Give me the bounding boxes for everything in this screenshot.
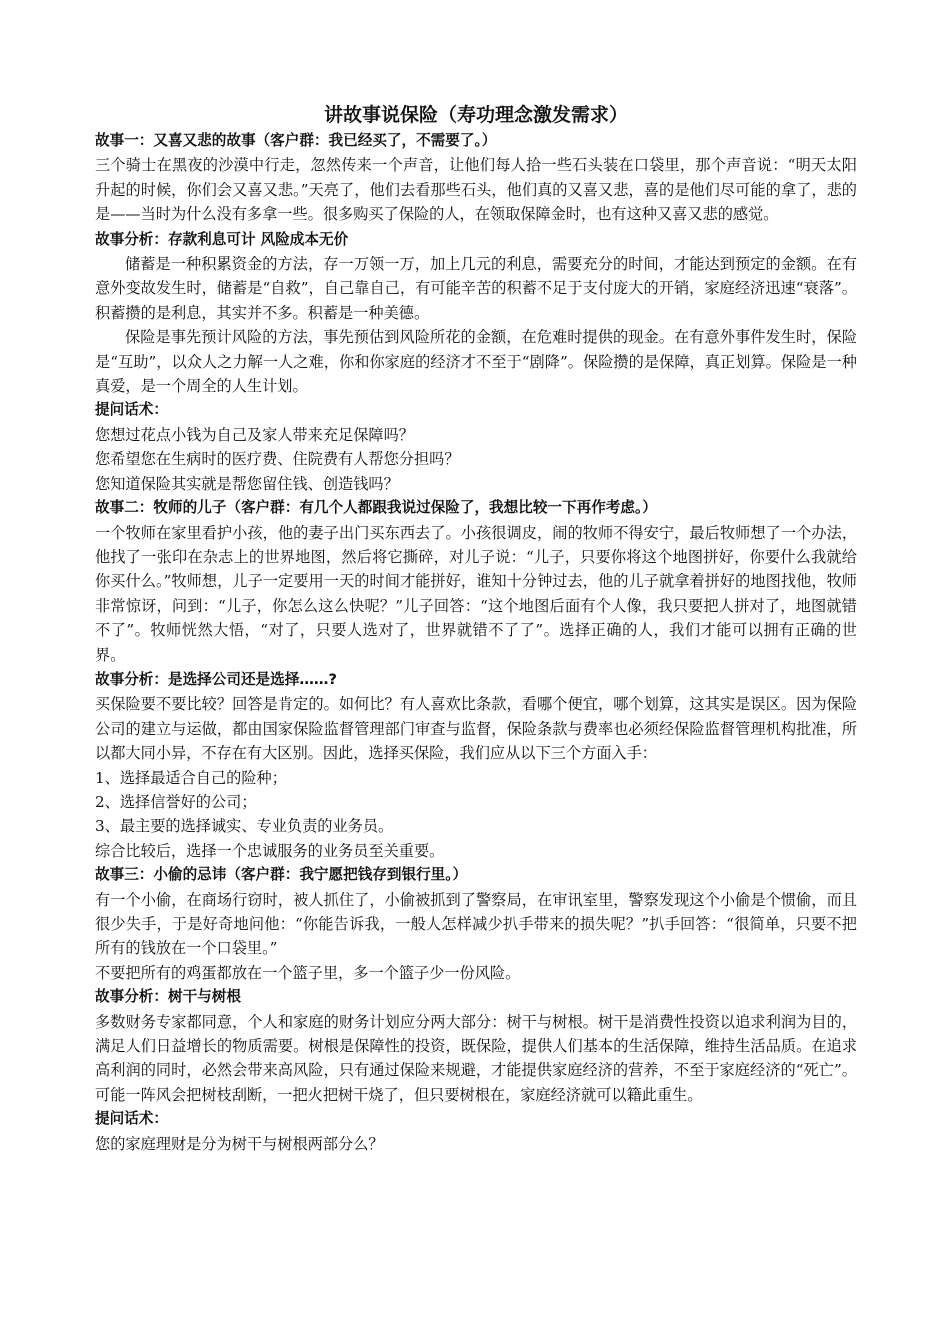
analysis2-heading: 故事分析：是选择公司还是选择……? — [95, 670, 337, 688]
question-line: 您想过花点小钱为自己及家人带来充足保障吗？ — [95, 425, 414, 444]
analysis1-paragraph-insurance: 保险是事先预计风险的方法，事先预估到风险所花的金额，在危难时提供的现金。在有意外事件发生时，保险是“互助”，以众人之力解一人之难，你和你家庭的经济才不至于“剧降”。保险攒的是保障，真正划算。保险是一种真爱，是一个周全的人生计划。 — [95, 328, 857, 396]
question-line: 您希望您在生病时的医疗费、住院费有人帮您分担吗？ — [95, 450, 460, 469]
list-item: 3、最主要的选择诚实、专业负责的业务员。 — [95, 817, 394, 836]
list-item: 2、选择信誉好的公司； — [95, 792, 257, 811]
document-title: 讲故事说保险（寿功理念激发需求） — [323, 104, 628, 126]
list-item: 1、选择最适合自己的险种； — [95, 768, 287, 787]
story2-body: 一个牧师在家里看护小孩，他的妻子出门买东西去了。小孩很调皮，闹的牧师不得安宁，最后牧师想了一个办法，他找了一张印在杂志上的世界地图，然后将它撕碎，对儿子说：“儿子，只要你将这个地图拼好，你要什么我就给你买什么。”牧师想，儿子一定要用一天的时间才能拼好，谁知十分钟过去，他的儿子就拿着拼好的地图找他，牧师非常惊讶，问到：“儿子，你怎么这么快呢？”儿子回答：“这个地图后面有个人像，我只要把人拼对了，地图就错不了”。牧师恍然大悟，“对了，只要人选对了，世界就错不了了”。选择正确的人，我们才能可以拥有正确的世界。 — [95, 523, 857, 664]
story3-body: 有一个小偷，在商场行窃时，被人抓住了，小偷被抓到了警察局，在审讯室里，警察发现这个小偷是个惯偷，而且很少失手，于是好奇地问他：“你能告诉我，一般人怎样减少扒手带来的损失呢？”扒手回答：“很简单，只要不把所有的钱放在一个口袋里。” — [95, 890, 857, 958]
questions1-heading: 提问话术： — [95, 401, 168, 419]
questions2-heading: 提问话术： — [95, 1110, 168, 1128]
analysis2-body: 买保险要不要比较？回答是肯定的。如何比？有人喜欢比条款，看哪个便宜，哪个划算，这其实是误区。因为保险公司的建立与运做，都由国家保险监督管理部门审查与监督，保险条款与费率也必须经保险监督管理机构批准，所以都大同小异，不存在有大区别。因此，选择买保险，我们应从以下三个方面入手： — [95, 695, 857, 763]
story1-body: 三个骑士在黑夜的沙漠中行走，忽然传来一个声音，让他们每人拾一些石头装在口袋里，那个声音说：“明天太阳升起的时候，你们会又喜又悲。”天亮了，他们去看那些石头，他们真的又喜又悲，喜的是他们尽可能的拿了，悲的是——当时为什么没有多拿一些。很多购买了保险的人，在领取保障金时，也有这种又喜又悲的感觉。 — [95, 156, 857, 224]
analysis3-body: 多数财务专家都同意，个人和家庭的财务计划应分两大部分：树干与树根。树干是消费性投资以追求利润为目的，满足人们日益增长的物质需要。树根是保障性的投资，既保险，提供人们基本的生活保障，维持生活品质。在追求高利润的同时，必然会带来高风险，只有通过保险来规避，才能提供家庭经济的营养，不至于家庭经济的“死亡”。可能一阵风会把树枝刮断，一把火把树干烧了，但只要树根在，家庭经济就可以籍此重生。 — [95, 1012, 857, 1104]
question-line: 您知道保险其实就是帮您留住钱、创造钱吗？ — [95, 474, 399, 493]
analysis1-paragraph-savings: 储蓄是一种积累资金的方法，存一万领一万，加上几元的利息，需要充分的时间，才能达到预定的金额。在有意外变故发生时，储蓄是“自救”，自己靠自己，有可能辛苦的积蓄不足于支付庞大的开销，家庭经济迅速“衰落”。积蓄攒的是利息，其实并不多。积蓄是一种美德。 — [95, 255, 857, 322]
analysis3-heading: 故事分析：树干与树根 — [95, 988, 241, 1006]
analysis1-heading: 故事分析：存款利息可计 风险成本无价 — [95, 230, 349, 248]
document-page — [95, 102, 857, 1156]
analysis2-conclusion: 综合比较后，选择一个忠诚服务的业务员至关重要。 — [95, 841, 445, 860]
story3-note: 不要把所有的鸡蛋都放在一个篮子里，多一个篮子少一份风险。 — [95, 963, 521, 982]
story2-heading: 故事二：牧师的儿子（客户群：有几个人都跟我说过保险了，我想比较一下再作考虑。） — [95, 499, 657, 517]
story3-heading: 故事三：小偷的忌讳（客户群：我宁愿把钱存到银行里。） — [95, 866, 468, 884]
story1-heading: 故事一：又喜又悲的故事（客户群：我已经买了，不需要了。） — [95, 132, 497, 149]
question-line: 您的家庭理财是分为树干与树根两部分么？ — [95, 1134, 384, 1153]
